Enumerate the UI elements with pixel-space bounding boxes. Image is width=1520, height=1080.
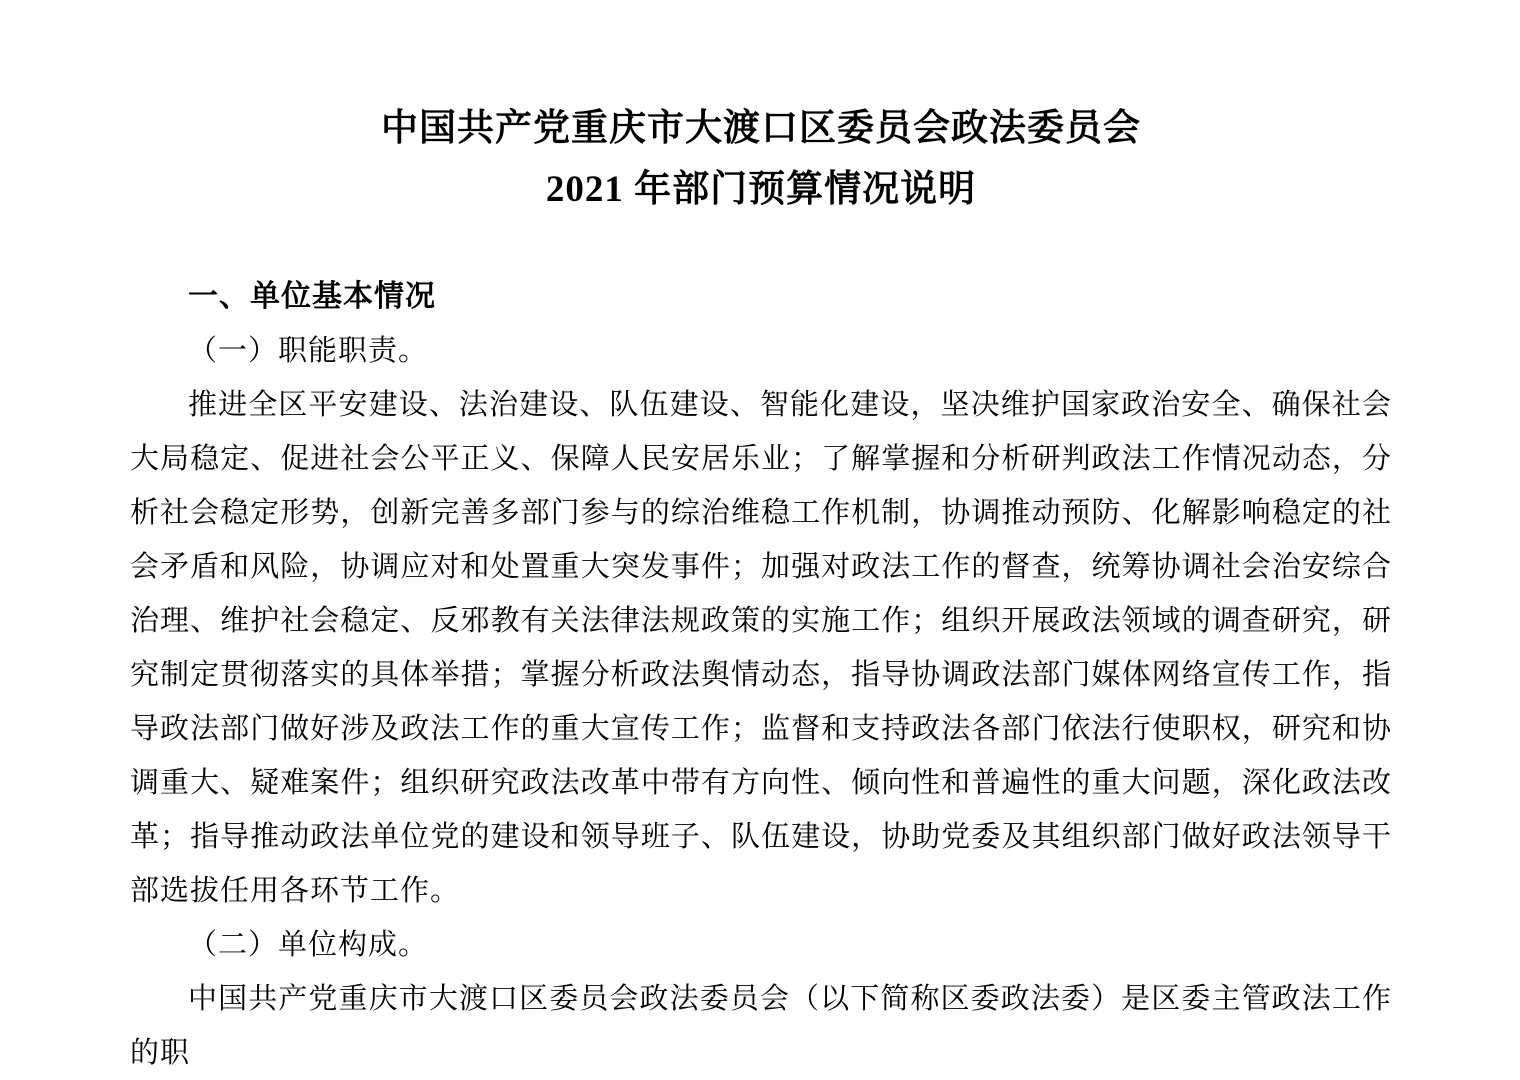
title-line-1: 中国共产党重庆市大渡口区委员会政法委员会 xyxy=(381,108,1141,149)
paragraph-duties: 推进全区平安建设、法治建设、队伍建设、智能化建设，坚决维护国家政治安全、确保社会大局稳定、促进社会公平正义、保障人民安居乐业；了解掌握和分析研判政法工作情况动态，分析社会稳定形势，创新完善多部门参与的综治维稳工作机制，协调推动预防、化解影响稳定的社会矛盾和风险，协调应对和处置重大突发事件；加强对政法工作的督查，统筹协调社会治安综合治理、维护社会稳定、反邪教有关法律法规政策的实施工作；组织开展政法领域的调查研究，研究制定贯彻落实的具体举措；掌握分析政法舆情动态，指导协调政法部门媒体网络宣传工作，指导政法部门做好涉及政法工作的重大宣传工作；监督和支持政法各部门依法行使职权，研究和协调重大、疑难案件；组织研究政法改革中带有方向性、倾向性和普遍性的重大问题，深化政法改革；指导推动政法单位党的建设和领导班子、队伍建设，协助党委及其组织部门做好政法领导干部选拔任用各环节工作。 xyxy=(130,389,1392,907)
subsection-heading-duties: （一）职能职责。 xyxy=(188,335,429,367)
subsection-heading-composition: （二）单位构成。 xyxy=(188,929,429,961)
document-title xyxy=(130,0,1392,220)
section-heading-basic-info: 一、单位基本情况 xyxy=(188,280,436,313)
paragraph-composition: 中国共产党重庆市大渡口区委员会政法委员会（以下简称区委政法委）是区委主管政法工作的职 xyxy=(130,983,1392,1069)
title-line-2: 2021 年部门预算情况说明 xyxy=(545,169,977,210)
